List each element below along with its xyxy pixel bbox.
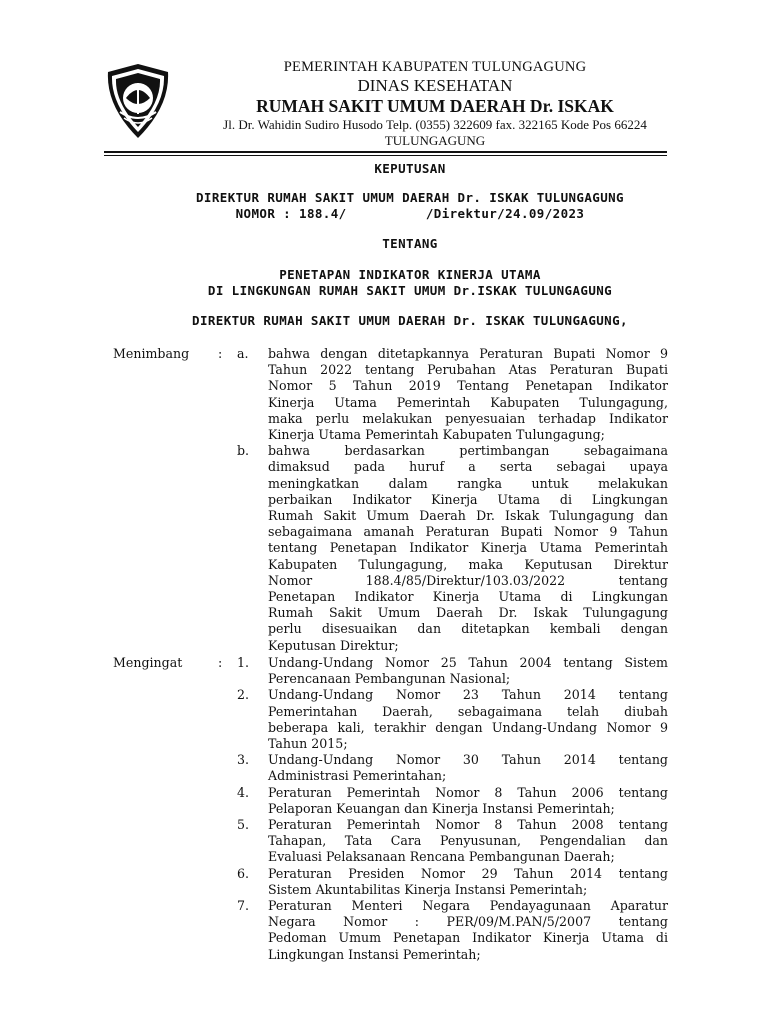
mengingat-item-marker: 1. (237, 655, 250, 670)
mengingat-item-line: Undang-Undang Nomor 23 Tahun 2014 tentang (268, 687, 668, 703)
menimbang-item-line: maka perlu melakukan penyesuaian terhadap Indikator (268, 410, 668, 426)
menimbang-item-line: Nomor 5 Tahun 2019 Tentang Penetapan Indikator (268, 378, 668, 394)
menimbang-item-line: Kinerja Utama Pemerintah Kabupaten Tulungagung; (268, 427, 605, 443)
mengingat-item-marker: 6. (237, 865, 250, 881)
menimbang-item-line: sebagaimana amanah Peraturan Bupati Nomor 9 Tahun (268, 524, 668, 540)
mengingat-item-text (268, 866, 668, 898)
menimbang-item-line: meningkatkan dalam rangka untuk melakukan (268, 475, 668, 491)
mengingat-item-marker: 7. (237, 898, 250, 913)
menimbang-item-text (268, 443, 668, 654)
menimbang-item-line: Rumah Sakit Umum Daerah Dr. Iskak Tulungagung dan (268, 508, 668, 523)
menimbang-item-line: Nomor 188.4/85/Direktur/103.03/2022 tentang (268, 572, 668, 588)
mengingat-item-line: Tahun 2015; (268, 736, 348, 751)
mengingat-item-line: Undang-Undang Nomor 30 Tahun 2014 tentang (268, 752, 668, 768)
mengingat-item-line: Peraturan Presiden Nomor 29 Tahun 2014 tentang (268, 865, 668, 881)
mengingat-item-line: Lingkungan Instansi Pemerintah; (268, 946, 481, 962)
mengingat-item-line: Evaluasi Pelaksanaan Rencana Pembangunan Daerah; (268, 849, 615, 865)
mengingat-item-text (268, 752, 668, 784)
about-heading: TENTANG (382, 236, 438, 251)
mengingat-item-line: Peraturan Pemerintah Nomor 8 Tahun 2008 tentang (268, 817, 668, 832)
mengingat-colon: : (218, 655, 223, 670)
menimbang-item-line: bahwa berdasarkan pertimbangan sebagaimana (268, 443, 668, 459)
mengingat-item-line: Peraturan Pemerintah Nomor 8 Tahun 2006 tentang (268, 784, 668, 800)
mengingat-item-line: Administrasi Pemerintahan; (268, 768, 447, 784)
letterhead-department: DINAS KESEHATAN (357, 76, 513, 95)
letterhead-rule-thin (104, 155, 667, 156)
subject-line-2: DI LINGKUNGAN RUMAH SAKIT UMUM Dr.ISKAK TULUNGAGUNG (207, 283, 613, 298)
letterhead-address: Jl. Dr. Wahidin Sudiro Husodo Telp. (0355) 322609 fax. 322165 Kode Pos 66224 (223, 117, 647, 132)
mengingat-label: Mengingat (113, 655, 183, 670)
menimbang-item-text (268, 346, 668, 443)
mengingat-item-line: Pelaporan Keuangan dan Kinerja Instansi Pemerintah; (268, 800, 615, 816)
menimbang-item-line: dimaksud pada huruf a serta sebagai upaya (268, 459, 668, 475)
mengingat-item-line: Peraturan Menteri Negara Pendayagunaan Aparatur (268, 898, 668, 913)
mengingat-item-text (268, 655, 668, 687)
menimbang-item-line: Kabupaten Tulungagung, maka Keputusan Direktur (268, 556, 668, 572)
menimbang-item-line: Keputusan Direktur; (268, 637, 399, 653)
mengingat-item-marker: 3. (237, 752, 250, 768)
mengingat-item-line: Sistem Akuntabilitas Kinerja Instansi Pemerintah; (268, 881, 588, 897)
menimbang-colon: : (218, 346, 223, 361)
mengingat-item-line: beberapa kali, terakhir dengan Undang-Undang Nomor 9 (268, 719, 668, 735)
mengingat-item-text (268, 898, 668, 963)
menimbang-item-line: bahwa dengan ditetapkannya Peraturan Bupati Nomor 9 (268, 346, 668, 361)
decree-heading: KEPUTUSAN (374, 161, 446, 176)
mengingat-item-text (268, 817, 668, 866)
menimbang-item-line: Rumah Sakit Umum Daerah Dr. Iskak Tulungagung (268, 605, 668, 621)
mengingat-item-marker: 5. (237, 817, 250, 832)
mengingat-item-marker: 2. (237, 687, 250, 703)
mengingat-item-line: Pemerintahan Daerah, sebagaimana telah diubah (268, 703, 668, 719)
mengingat-item-marker: 4. (237, 784, 250, 800)
mengingat-item-line: Tahapan, Tata Cara Penyusunan, Pengendalian dan (268, 833, 668, 849)
menimbang-item-line: Tahun 2022 tentang Perubahan Atas Peraturan Bupati (268, 362, 668, 378)
menimbang-item-marker: b. (237, 443, 250, 459)
menimbang-item-marker: a. (237, 346, 249, 361)
menimbang-item-line: tentang Penetapan Indikator Kinerja Utama Pemerintah (268, 540, 668, 556)
mengingat-item-line: Perencanaan Pembangunan Nasional; (268, 671, 511, 687)
issuer-closing: DIREKTUR RUMAH SAKIT UMUM DAERAH Dr. ISKAK TULUNGAGUNG, (192, 313, 628, 328)
menimbang-item-line: perlu disesuaikan dan ditetapkan kembali dengan (268, 621, 668, 637)
mengingat-item-line: Undang-Undang Nomor 25 Tahun 2004 tentang Sistem (268, 655, 668, 670)
issuer-title: DIREKTUR RUMAH SAKIT UMUM DAERAH Dr. ISKAK TULUNGAGUNG (196, 190, 624, 205)
decree-number: NOMOR : 188.4/ /Direktur/24.09/2023 (235, 206, 585, 221)
menimbang-item-line: Kinerja Utama Pemerintah Kabupaten Tulungagung, (268, 394, 668, 410)
mengingat-item-line: Negara Nomor : PER/09/M.PAN/5/2007 tentang (268, 914, 668, 930)
letterhead-hospital: RUMAH SAKIT UMUM DAERAH Dr. ISKAK (256, 96, 614, 116)
menimbang-item-line: Penetapan Indikator Kinerja Utama di Lingkungan (268, 589, 668, 605)
letterhead-government: PEMERINTAH KABUPATEN TULUNGAGUNG (283, 59, 587, 75)
mengingat-item-line: Pedoman Umum Penetapan Indikator Kinerja Utama di (268, 930, 668, 946)
letterhead-rule-thick (104, 151, 667, 153)
menimbang-item-line: perbaikan Indikator Kinerja Utama di Lingkungan (268, 491, 668, 507)
letterhead-city: TULUNGAGUNG (384, 133, 486, 148)
subject-line-1: PENETAPAN INDIKATOR KINERJA UTAMA (279, 267, 541, 282)
menimbang-label: Menimbang (113, 346, 190, 361)
mengingat-item-text (268, 785, 668, 817)
letterhead (185, 58, 685, 149)
regency-seal-icon (104, 62, 172, 140)
mengingat-item-text (268, 687, 668, 752)
